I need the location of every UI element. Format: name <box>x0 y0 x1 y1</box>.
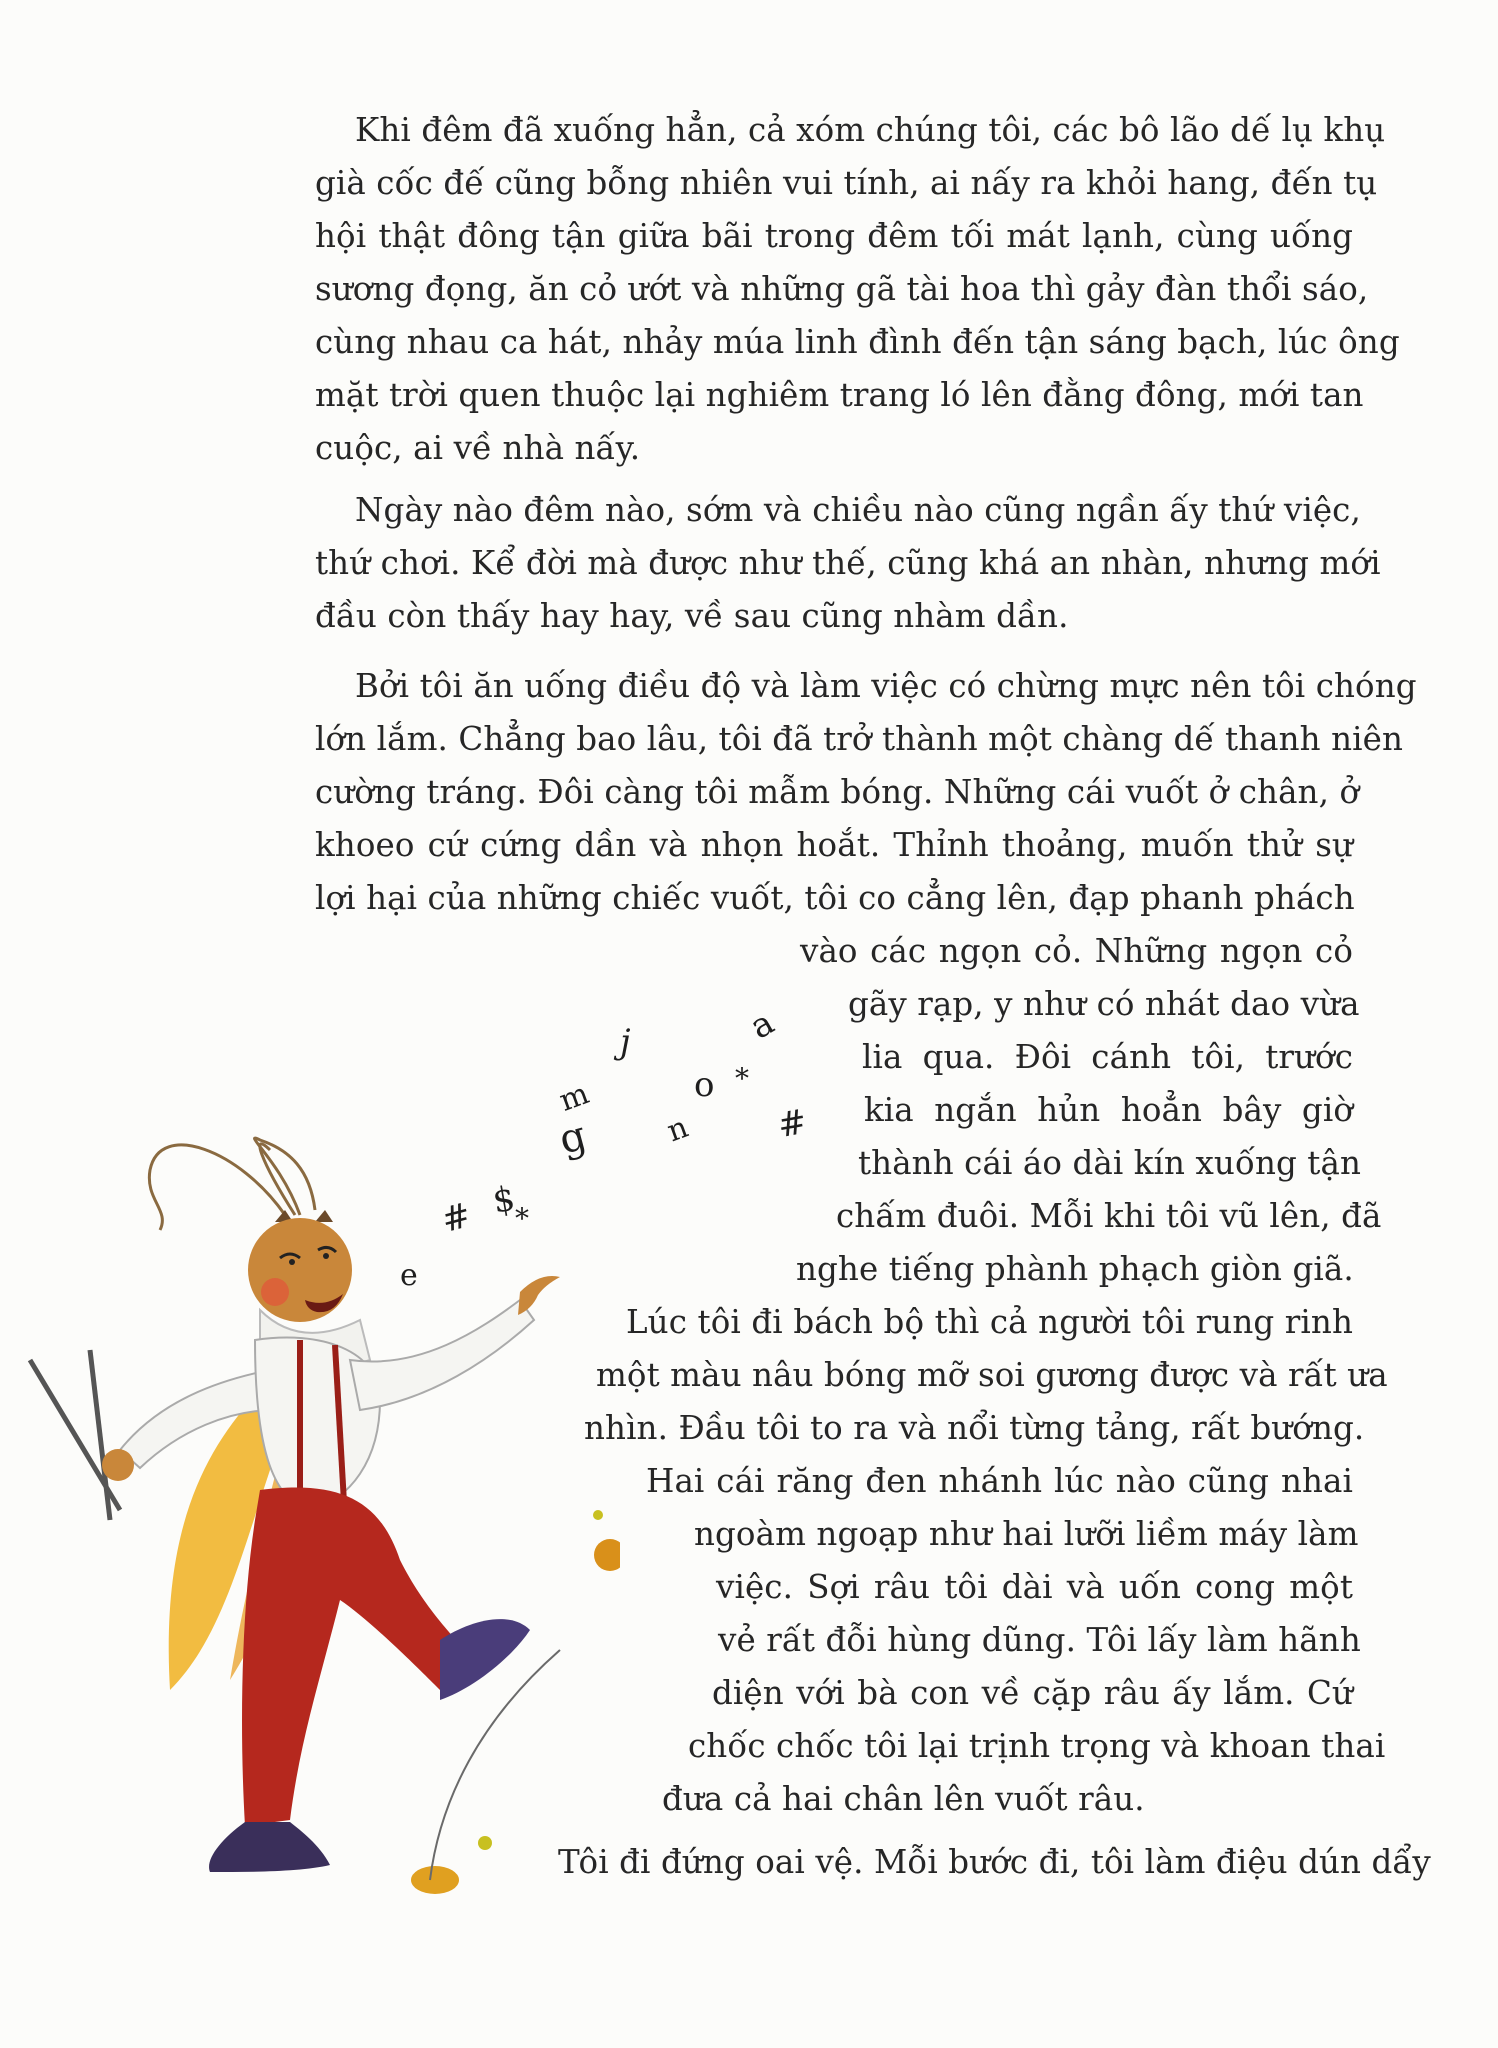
flying-letter: * <box>515 1202 529 1235</box>
flying-letter: a <box>743 1002 781 1048</box>
text-line: Lúc tôi đi bách bộ thì cả người tôi rung rinh <box>626 1303 1353 1341</box>
flying-letter: * <box>735 1062 749 1095</box>
text-line: cuộc, ai về nhà nấy. <box>315 429 641 467</box>
text-line: Khi đêm đã xuống hẳn, cả xóm chúng tôi, các bô lão dế lụ khụ <box>355 111 1386 149</box>
text-line: chấm đuôi. Mỗi khi tôi vũ lên, đã <box>836 1197 1382 1235</box>
text-line: nhìn. Đầu tôi to ra và nổi từng tảng, rất bướng. <box>584 1409 1365 1447</box>
text-line: vẻ rất đỗi hùng dũng. Tôi lấy làm hãnh <box>718 1621 1361 1659</box>
text-line: kia ngắn hủn hoẳn bây giờ <box>864 1091 1353 1129</box>
flying-letter: g <box>554 1112 592 1164</box>
text-line: chốc chốc tôi lại trịnh trọng và khoan thai <box>688 1727 1386 1765</box>
text-line: khoeo cứ cứng dần và nhọn hoắt. Thỉnh thoảng, muốn thử sự <box>315 826 1353 864</box>
text-line: lia qua. Đôi cánh tôi, trước <box>862 1038 1353 1076</box>
flying-letter: # <box>774 1101 810 1147</box>
text-line: thành cái áo dài kín xuống tận <box>858 1144 1361 1182</box>
text-line: mặt trời quen thuộc lại nghiêm trang ló lên đằng đông, mới tan <box>315 376 1364 414</box>
text-line: Bởi tôi ăn uống điều độ và làm việc có chừng mực nên tôi chóng <box>355 667 1417 705</box>
text-line: Tôi đi đứng oai vệ. Mỗi bước đi, tôi làm điệu dún dẩy <box>558 1843 1431 1881</box>
cricket-illustration <box>0 1000 620 2000</box>
text-line: sương đọng, ăn cỏ ướt và những gã tài hoa thì gảy đàn thổi sáo, <box>315 270 1369 308</box>
text-line: hội thật đông tận giữa bãi trong đêm tối mát lạnh, cùng uống <box>315 217 1353 255</box>
text-line: đưa cả hai chân lên vuốt râu. <box>662 1780 1145 1818</box>
flying-letter: m <box>554 1076 594 1119</box>
text-line: đầu còn thấy hay hay, về sau cũng nhàm dần. <box>315 597 1069 635</box>
text-line: vào các ngọn cỏ. Những ngọn cỏ <box>800 932 1353 970</box>
text-line: gãy rạp, y như có nhát dao vừa <box>848 985 1360 1023</box>
flying-letter: $ <box>489 1178 518 1222</box>
text-line: cường tráng. Đôi càng tôi mẫm bóng. Những cái vuốt ở chân, ở <box>315 773 1360 811</box>
text-line: Hai cái răng đen nhánh lúc nào cũng nhai <box>646 1462 1353 1500</box>
text-line: một màu nâu bóng mỡ soi gương được và rất ưa <box>596 1356 1388 1394</box>
text-line: cùng nhau ca hát, nhảy múa linh đình đến tận sáng bạch, lúc ông <box>315 323 1400 361</box>
text-line: việc. Sợi râu tôi dài và uốn cong một <box>716 1568 1353 1606</box>
flying-letter: j <box>620 1022 631 1062</box>
text-line: nghe tiếng phành phạch giòn giã. <box>796 1250 1354 1288</box>
flying-letter: e <box>400 1258 418 1293</box>
flying-letter: # <box>437 1194 476 1242</box>
text-line: ngoàm ngoạp như hai lưỡi liềm máy làm <box>694 1515 1359 1553</box>
text-line: Ngày nào đêm nào, sớm và chiều nào cũng ngần ấy thứ việc, <box>355 491 1361 529</box>
text-line: lớn lắm. Chẳng bao lâu, tôi đã trở thành một chàng dế thanh niên <box>315 720 1404 758</box>
text-line: già cốc đế cũng bỗng nhiên vui tính, ai nấy ra khỏi hang, đến tụ <box>315 164 1378 202</box>
text-line: lợi hại của những chiếc vuốt, tôi co cẳng lên, đạp phanh phách <box>315 879 1355 917</box>
text-line: thứ chơi. Kể đời mà được như thế, cũng khá an nhàn, nhưng mới <box>315 544 1381 582</box>
flying-letter: n <box>662 1109 693 1150</box>
text-line: diện với bà con về cặp râu ấy lắm. Cứ <box>712 1674 1353 1712</box>
flying-letter: o <box>694 1065 715 1105</box>
